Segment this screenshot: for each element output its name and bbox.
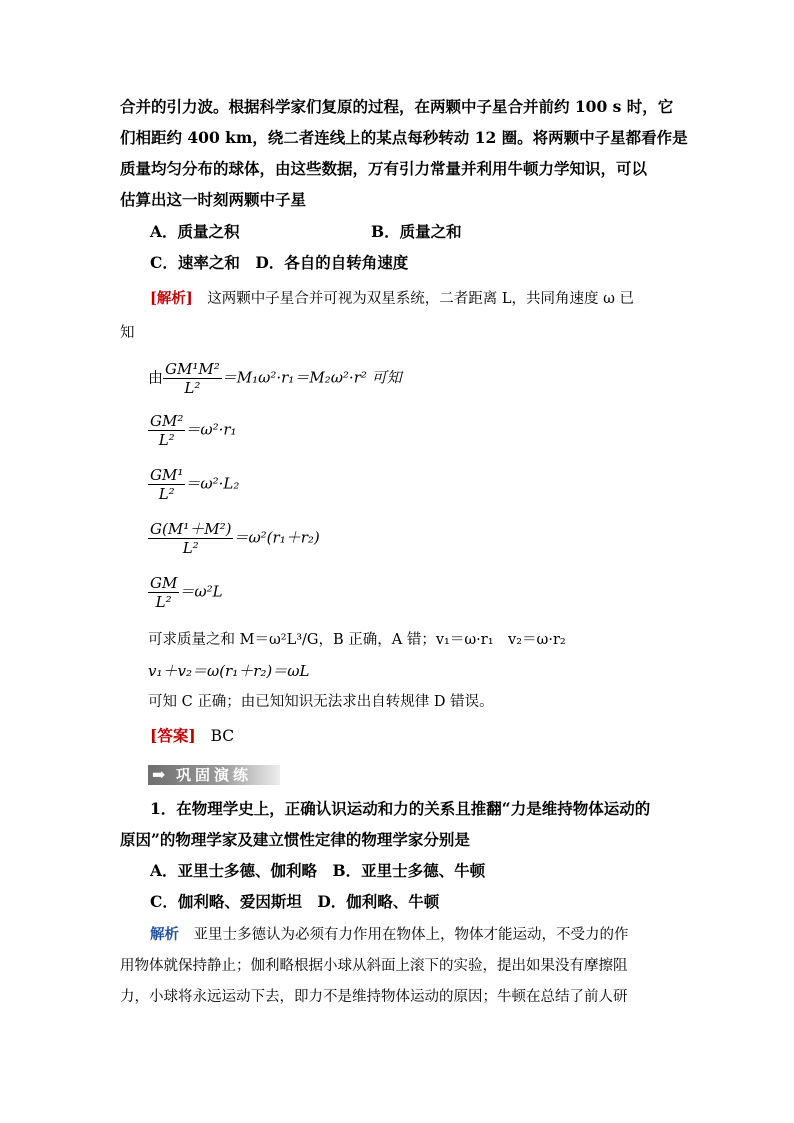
analysis-2-tag: 解析 <box>150 926 179 943</box>
eq3-numerator: GM¹ <box>150 466 184 484</box>
eq3-rest: ＝ω²·L₂ <box>185 474 240 493</box>
eq5-numerator: GM <box>150 574 178 592</box>
analysis-line-1 <box>150 289 634 309</box>
question-1-line-1: 1．在物理学史上，正确认识运动和力的关系且推翻“力是维持物体运动的 <box>150 799 651 818</box>
equation-2 <box>148 412 237 449</box>
analysis-line-7: v₁＋v₂＝ω(r₁＋r₂)＝ωL <box>148 662 310 680</box>
eq1-rest: ＝M₁ω²·r₁＝M₂ω²·r² 可知 <box>221 368 402 387</box>
question-1-line-2: 原因”的物理学家及建立惯性定律的物理学家分别是 <box>120 830 470 849</box>
eq5-denominator: L² <box>155 593 172 611</box>
equation-5 <box>148 574 223 611</box>
section-banner <box>148 765 280 785</box>
answer-value: BC <box>210 727 235 745</box>
paragraph-line-1: 合并的引力波。根据科学家们复原的过程，在两颗中子星合并前约 100 s 时，它 <box>120 97 674 116</box>
eq2-rest: ＝ω²·r₁ <box>185 420 237 439</box>
question-1-options-ab: A．亚里士多德、伽利略 B．亚里士多德、牛顿 <box>150 861 486 880</box>
analysis-text: 这两颗中子星合并可视为双星系统，二者距离 L，共同角速度 ω 已 <box>192 291 635 307</box>
eq4-rest: ＝ω²(r₁＋r₂) <box>233 528 320 547</box>
arrow-right-icon: ➡ <box>152 765 166 784</box>
option-b: B．质量之和 <box>371 222 462 241</box>
eq1-numerator: GM¹M² <box>165 360 220 378</box>
eq5-rest: ＝ω²L <box>179 582 223 601</box>
analysis-2-line-1 <box>150 925 629 945</box>
eq4-numerator: G(M¹＋M²) <box>150 520 232 538</box>
eq2-denominator: L² <box>158 431 175 449</box>
option-a: A．质量之积 <box>150 222 240 241</box>
eq4-denominator: L² <box>182 539 199 557</box>
analysis-tag: [解析] <box>150 290 193 307</box>
question-1-options-cd: C．伽利略、爱因斯坦 D．伽利略、牛顿 <box>150 892 440 911</box>
analysis-2-text: 亚里士多德认为必须有力作用在物体上，物体才能运动，不受力的作 <box>179 927 629 943</box>
analysis-2-line-2: 用物体就保持静止；伽利略根据小球从斜面上滚下的实验，提出如果没有摩擦阻 <box>120 958 628 974</box>
answer-line <box>150 726 234 746</box>
analysis-line-6: 可求质量之和 M＝ω²L³/G，B 正确，A 错；v₁＝ω·r₁ v₂＝ω·r₂ <box>148 632 566 648</box>
eq1-prefix: 由 <box>148 368 164 387</box>
eq3-denominator: L² <box>158 485 175 503</box>
analysis-line-2: 知 <box>120 325 135 341</box>
paragraph-line-3: 质量均匀分布的球体，由这些数据，万有引力常量并利用牛顿力学知识，可以 <box>120 159 648 178</box>
answer-tag: [答案] <box>150 726 196 745</box>
analysis-line-8: 可知 C 正确；由已知知识无法求出自转规律 D 错误。 <box>148 694 494 710</box>
paragraph-line-4: 估算出这一时刻两颗中子星 <box>120 190 307 209</box>
equation-4 <box>148 520 320 557</box>
equation-3 <box>148 466 239 503</box>
option-c-d: C．速率之和 D．各自的自转角速度 <box>150 253 409 272</box>
analysis-2-line-3: 力，小球将永远运动下去，即力不是维持物体运动的原因；牛顿在总结了前人研 <box>120 989 628 1005</box>
eq1-denominator: L² <box>184 379 201 397</box>
eq2-numerator: GM² <box>150 412 184 430</box>
equation-1 <box>148 360 402 397</box>
paragraph-line-2: 们相距约 400 km，绕二者连线上的某点每秒转动 12 圈。将两颗中子星都看作是 <box>120 128 688 147</box>
banner-title: 巩固演练 <box>176 766 253 784</box>
